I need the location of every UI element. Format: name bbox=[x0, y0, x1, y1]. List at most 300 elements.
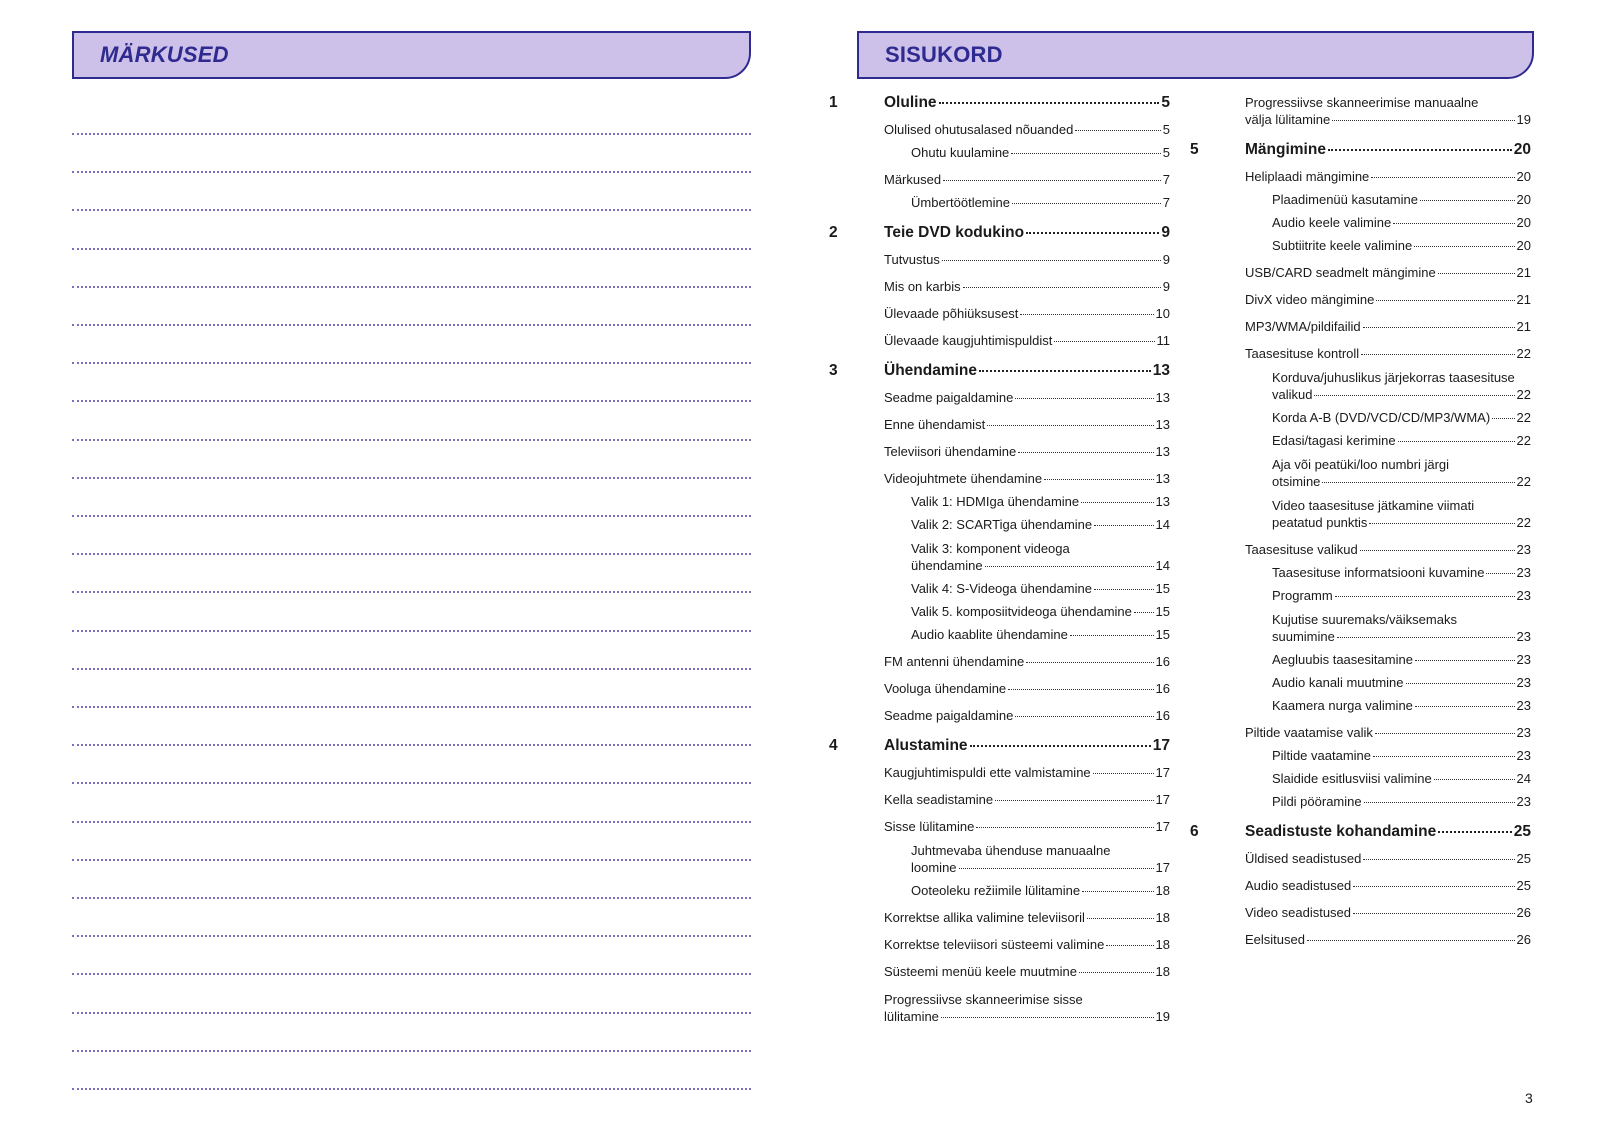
toc-entry[interactable] bbox=[911, 842, 1170, 876]
toc-entry[interactable] bbox=[1245, 851, 1531, 867]
entry-title: välja lülitamine bbox=[1245, 112, 1331, 127]
entry-title: Ülevaade kaugjuhtimispuldist bbox=[884, 333, 1053, 348]
entry-title: Videojuhtmete ühendamine bbox=[884, 471, 1043, 486]
dot-leader bbox=[1134, 612, 1154, 613]
toc-entry[interactable] bbox=[1272, 456, 1531, 490]
entry-page: 13 bbox=[1155, 390, 1170, 405]
entry-page: 26 bbox=[1516, 905, 1531, 920]
toc-entry[interactable] bbox=[1245, 292, 1531, 308]
toc-chapter[interactable] bbox=[829, 94, 1170, 114]
entry-page: 18 bbox=[1155, 883, 1170, 898]
entry-title: otsimine bbox=[1272, 474, 1321, 489]
dot-leader bbox=[1020, 314, 1153, 315]
toc-entry[interactable] bbox=[884, 681, 1170, 697]
toc-entry[interactable] bbox=[1245, 932, 1531, 948]
entry-page: 18 bbox=[1155, 910, 1170, 925]
dot-leader bbox=[1363, 327, 1515, 328]
entry-page: 20 bbox=[1516, 192, 1531, 207]
toc-entry[interactable] bbox=[884, 444, 1170, 460]
note-line bbox=[72, 782, 751, 784]
chapter-number: 3 bbox=[829, 362, 838, 379]
dot-leader bbox=[1307, 940, 1515, 941]
toc-entry[interactable] bbox=[1245, 169, 1531, 185]
entry-title: peatatud punktis bbox=[1272, 515, 1368, 530]
toc-entry[interactable] bbox=[1272, 748, 1531, 764]
toc-chapter[interactable] bbox=[829, 362, 1170, 382]
entry-title: loomine bbox=[911, 860, 957, 875]
toc-entry[interactable] bbox=[1272, 192, 1531, 208]
toc-entry[interactable] bbox=[884, 937, 1170, 953]
entry-page: 15 bbox=[1155, 627, 1170, 642]
entry-title: Televiisori ühendamine bbox=[884, 444, 1017, 459]
dot-leader bbox=[1434, 779, 1515, 780]
toc-entry[interactable] bbox=[1272, 675, 1531, 691]
entry-title: Vooluga ühendamine bbox=[884, 681, 1007, 696]
dot-leader bbox=[943, 180, 1161, 181]
notes-title: MÄRKUSED bbox=[100, 42, 229, 67]
toc-entry[interactable] bbox=[884, 306, 1170, 322]
toc-entry[interactable] bbox=[884, 390, 1170, 406]
entry-page: 20 bbox=[1516, 169, 1531, 184]
entry-page: 23 bbox=[1516, 698, 1531, 713]
chapter-title: Teie DVD kodukino bbox=[884, 224, 1025, 241]
note-line bbox=[72, 821, 751, 823]
entry-page: 14 bbox=[1155, 517, 1170, 532]
note-line bbox=[72, 553, 751, 555]
toc-entry[interactable] bbox=[1272, 238, 1531, 254]
entry-page: 23 bbox=[1516, 652, 1531, 667]
toc-entry[interactable] bbox=[911, 517, 1170, 533]
dot-leader bbox=[1376, 300, 1514, 301]
dot-leader bbox=[1008, 689, 1153, 690]
toc-entry[interactable] bbox=[911, 627, 1170, 643]
entry-page: 21 bbox=[1516, 265, 1531, 280]
chapter-number: 6 bbox=[1190, 823, 1199, 840]
chapter-title: Seadistuste kohandamine bbox=[1245, 823, 1437, 840]
entry-page: 19 bbox=[1155, 1009, 1170, 1024]
chapter-page: 20 bbox=[1513, 141, 1531, 158]
entry-page: 10 bbox=[1155, 306, 1170, 321]
entry-title: Tutvustus bbox=[884, 252, 940, 267]
dot-leader bbox=[1361, 354, 1514, 355]
dot-leader bbox=[1054, 341, 1154, 342]
dot-leader bbox=[987, 425, 1153, 426]
entry-title: Korrektse televiisori süsteemi valimine bbox=[884, 937, 1105, 952]
toc-chapter[interactable] bbox=[1190, 141, 1531, 161]
entry-page: 22 bbox=[1516, 387, 1531, 402]
toc-entry[interactable] bbox=[884, 964, 1170, 980]
note-line bbox=[72, 706, 751, 708]
dot-leader bbox=[1087, 918, 1154, 919]
chapter-page: 25 bbox=[1513, 823, 1531, 840]
entry-page: 17 bbox=[1155, 765, 1170, 780]
entry-page: 22 bbox=[1516, 515, 1531, 530]
toc-entry[interactable] bbox=[911, 145, 1170, 161]
dot-leader bbox=[1486, 573, 1514, 574]
note-line bbox=[72, 897, 751, 899]
toc-entry[interactable] bbox=[911, 581, 1170, 597]
entry-title-line1: Progressiivse skanneerimise manuaalne bbox=[1245, 95, 1479, 110]
entry-page: 25 bbox=[1516, 851, 1531, 866]
dot-leader bbox=[1353, 913, 1515, 914]
entry-title: Seadme paigaldamine bbox=[884, 390, 1014, 405]
entry-title: Kaamera nurga valimine bbox=[1272, 698, 1413, 713]
toc-entry[interactable] bbox=[1272, 410, 1531, 426]
note-line bbox=[72, 439, 751, 441]
toc-entry[interactable] bbox=[884, 819, 1170, 835]
entry-title: Valik 5. komposiitvideoga ühendamine bbox=[911, 604, 1132, 619]
note-line bbox=[72, 591, 751, 593]
dot-leader bbox=[970, 745, 1151, 747]
toc-entry[interactable] bbox=[884, 279, 1170, 295]
entry-title: Ümbertöötlemine bbox=[911, 195, 1010, 210]
chapter-number: 4 bbox=[829, 737, 838, 754]
entry-page: 15 bbox=[1155, 581, 1170, 596]
chapter-page: 17 bbox=[1152, 737, 1170, 754]
note-line bbox=[72, 1088, 751, 1090]
dot-leader bbox=[959, 868, 1154, 869]
entry-page: 5 bbox=[1162, 122, 1170, 137]
toc-entry[interactable] bbox=[884, 471, 1170, 487]
chapter-title: Alustamine bbox=[884, 737, 968, 754]
dot-leader bbox=[963, 287, 1161, 288]
entry-title-line1: Kujutise suuremaks/väiksemaks bbox=[1272, 612, 1457, 627]
entry-title: Audio seadistused bbox=[1245, 878, 1352, 893]
note-line bbox=[72, 362, 751, 364]
entry-title: FM antenni ühendamine bbox=[884, 654, 1025, 669]
chapter-page: 13 bbox=[1152, 362, 1170, 379]
dot-leader bbox=[1082, 891, 1153, 892]
toc-entry[interactable] bbox=[884, 910, 1170, 926]
entry-title: Plaadimenüü kasutamine bbox=[1272, 192, 1418, 207]
dot-leader bbox=[1363, 859, 1514, 860]
entry-page: 13 bbox=[1155, 471, 1170, 486]
toc-entry[interactable] bbox=[884, 122, 1170, 138]
dot-leader bbox=[1420, 200, 1515, 201]
entry-title: Piltide vaatamine bbox=[1272, 748, 1371, 763]
chapter-number: 1 bbox=[829, 94, 838, 111]
entry-page: 21 bbox=[1516, 292, 1531, 307]
dot-leader bbox=[1011, 153, 1160, 154]
entry-title-line1: Aja või peatüki/loo numbri järgi bbox=[1272, 457, 1450, 472]
toc-entry[interactable] bbox=[1272, 771, 1531, 787]
entry-page: 26 bbox=[1516, 932, 1531, 947]
entry-title: Mis on karbis bbox=[884, 279, 961, 294]
note-line bbox=[72, 515, 751, 517]
entry-title-line1: Juhtmevaba ühenduse manuaalne bbox=[911, 843, 1111, 858]
toc-entry[interactable] bbox=[884, 172, 1170, 188]
entry-title: Ohutu kuulamine bbox=[911, 145, 1010, 160]
toc-entry[interactable] bbox=[884, 654, 1170, 670]
entry-page: 22 bbox=[1516, 474, 1531, 489]
entry-title: Korda A-B (DVD/VCD/CD/MP3/WMA) bbox=[1272, 410, 1491, 425]
dot-leader bbox=[1079, 972, 1154, 973]
entry-title: Kella seadistamine bbox=[884, 792, 994, 807]
toc-banner bbox=[857, 31, 1534, 79]
entry-title: Eelsitused bbox=[1245, 932, 1305, 947]
entry-page: 20 bbox=[1516, 215, 1531, 230]
toc-entry[interactable] bbox=[1245, 878, 1531, 894]
entry-title: Aegluubis taasesitamine bbox=[1272, 652, 1413, 667]
entry-title: Taasesituse valikud bbox=[1245, 542, 1358, 557]
dot-leader bbox=[1373, 756, 1515, 757]
note-line bbox=[72, 973, 751, 975]
entry-page: 17 bbox=[1155, 819, 1170, 834]
toc-entry[interactable] bbox=[1272, 698, 1531, 714]
toc-entry[interactable] bbox=[1272, 497, 1531, 531]
dot-leader bbox=[1012, 203, 1161, 204]
toc-entry[interactable] bbox=[884, 333, 1170, 349]
note-line bbox=[72, 248, 751, 250]
entry-page: 22 bbox=[1516, 346, 1531, 361]
chapter-page: 9 bbox=[1161, 224, 1170, 241]
toc-column-1 bbox=[829, 94, 1170, 1025]
dot-leader bbox=[1094, 589, 1154, 590]
entry-title: Audio kaablite ühendamine bbox=[911, 627, 1068, 642]
entry-title: Slaidide esitlusviisi valimine bbox=[1272, 771, 1432, 786]
entry-title: MP3/WMA/pildifailid bbox=[1245, 319, 1361, 334]
dot-leader bbox=[1398, 441, 1515, 442]
toc-entry[interactable] bbox=[1245, 725, 1531, 741]
chapter-page: 5 bbox=[1161, 94, 1170, 111]
dot-leader bbox=[1369, 523, 1514, 524]
dot-leader bbox=[1093, 773, 1154, 774]
dot-leader bbox=[1393, 223, 1514, 224]
entry-page: 20 bbox=[1516, 238, 1531, 253]
notes-banner bbox=[72, 31, 751, 79]
toc-entry[interactable] bbox=[911, 540, 1170, 574]
toc-chapter[interactable] bbox=[1190, 823, 1531, 843]
dot-leader bbox=[939, 102, 1160, 104]
dot-leader bbox=[1360, 550, 1515, 551]
entry-title: Valik 2: SCARTiga ühendamine bbox=[911, 517, 1093, 532]
dot-leader bbox=[1335, 596, 1515, 597]
entry-title: valikud bbox=[1272, 387, 1313, 402]
entry-title: Seadme paigaldamine bbox=[884, 708, 1014, 723]
entry-title: Olulised ohutusalased nõuanded bbox=[884, 122, 1074, 137]
dot-leader bbox=[979, 370, 1151, 372]
entry-title-line1: Video taasesituse jätkamine viimati bbox=[1272, 498, 1475, 513]
toc-entry[interactable] bbox=[884, 991, 1170, 1025]
dot-leader bbox=[1353, 886, 1514, 887]
page-number: 3 bbox=[1525, 1090, 1533, 1106]
toc-entry[interactable] bbox=[1272, 588, 1531, 604]
toc-chapter[interactable] bbox=[829, 737, 1170, 757]
entry-page: 24 bbox=[1516, 771, 1531, 786]
toc-entry[interactable] bbox=[1272, 369, 1531, 403]
entry-page: 22 bbox=[1516, 433, 1531, 448]
dot-leader bbox=[1438, 831, 1512, 833]
entry-title: Video seadistused bbox=[1245, 905, 1352, 920]
entry-page: 21 bbox=[1516, 319, 1531, 334]
entry-title: DivX video mängimine bbox=[1245, 292, 1375, 307]
note-line bbox=[72, 400, 751, 402]
entry-title: suumimine bbox=[1272, 629, 1335, 644]
toc-entry[interactable] bbox=[1245, 319, 1531, 335]
chapter-title: Oluline bbox=[884, 94, 937, 111]
note-line bbox=[72, 477, 751, 479]
entry-page: 19 bbox=[1516, 112, 1531, 127]
entry-title: Ooteoleku režiimile lülitamine bbox=[911, 883, 1081, 898]
entry-title: Kaugjuhtimispuldi ette valmistamine bbox=[884, 765, 1091, 780]
dot-leader bbox=[1015, 716, 1153, 717]
dot-leader bbox=[985, 566, 1154, 567]
note-line bbox=[72, 668, 751, 670]
toc-entry[interactable] bbox=[884, 765, 1170, 781]
toc-entry[interactable] bbox=[884, 252, 1170, 268]
dot-leader bbox=[1364, 802, 1515, 803]
entry-page: 17 bbox=[1155, 792, 1170, 807]
toc-entry[interactable] bbox=[884, 417, 1170, 433]
entry-title: Subtiitrite keele valimine bbox=[1272, 238, 1413, 253]
toc-chapter[interactable] bbox=[829, 224, 1170, 244]
entry-title: Märkused bbox=[884, 172, 942, 187]
entry-page: 23 bbox=[1516, 565, 1531, 580]
entry-page: 16 bbox=[1155, 708, 1170, 723]
toc-entry[interactable] bbox=[1272, 215, 1531, 231]
entry-title: Sisse lülitamine bbox=[884, 819, 975, 834]
entry-title-line1: Korduva/juhuslikus järjekorras taasesituse bbox=[1272, 370, 1515, 385]
entry-page: 18 bbox=[1155, 964, 1170, 979]
toc-entry[interactable] bbox=[1245, 905, 1531, 921]
entry-page: 14 bbox=[1155, 558, 1170, 573]
chapter-number: 5 bbox=[1190, 141, 1199, 158]
entry-title: Programm bbox=[1272, 588, 1333, 603]
dot-leader bbox=[1070, 635, 1154, 636]
toc-entry[interactable] bbox=[1272, 652, 1531, 668]
dot-leader bbox=[942, 260, 1161, 261]
entry-page: 17 bbox=[1155, 860, 1170, 875]
entry-page: 23 bbox=[1516, 725, 1531, 740]
toc-entry[interactable] bbox=[1272, 611, 1531, 645]
dot-leader bbox=[1414, 246, 1514, 247]
dot-leader bbox=[1081, 502, 1153, 503]
entry-title: lülitamine bbox=[884, 1009, 939, 1024]
entry-title: Heliplaadi mängimine bbox=[1245, 169, 1370, 184]
dot-leader bbox=[1018, 452, 1153, 453]
note-line bbox=[72, 1012, 751, 1014]
dot-leader bbox=[1375, 733, 1515, 734]
toc-entry[interactable] bbox=[1245, 542, 1531, 558]
dot-leader bbox=[1492, 418, 1514, 419]
note-line bbox=[72, 324, 751, 326]
entry-page: 9 bbox=[1162, 252, 1170, 267]
toc-entry[interactable] bbox=[1245, 346, 1531, 362]
dot-leader bbox=[1371, 177, 1514, 178]
entry-page: 13 bbox=[1155, 494, 1170, 509]
dot-leader bbox=[1337, 637, 1515, 638]
entry-page: 7 bbox=[1162, 195, 1170, 210]
toc-entry[interactable] bbox=[1245, 94, 1531, 128]
entry-page: 23 bbox=[1516, 794, 1531, 809]
toc-column-2 bbox=[1190, 94, 1531, 948]
entry-title: Taasesituse kontroll bbox=[1245, 346, 1360, 361]
dot-leader bbox=[1314, 395, 1514, 396]
dot-leader bbox=[1015, 398, 1153, 399]
entry-title: Ülevaade põhiüksusest bbox=[884, 306, 1019, 321]
entry-page: 23 bbox=[1516, 588, 1531, 603]
entry-page: 23 bbox=[1516, 748, 1531, 763]
dot-leader bbox=[1106, 945, 1153, 946]
entry-page: 23 bbox=[1516, 675, 1531, 690]
toc-title: SISUKORD bbox=[885, 42, 1003, 67]
entry-title-line1: Progressiivse skanneerimise sisse bbox=[884, 992, 1083, 1007]
entry-page: 22 bbox=[1516, 410, 1531, 425]
note-line bbox=[72, 1050, 751, 1052]
toc-entry[interactable] bbox=[884, 792, 1170, 808]
toc-entry[interactable] bbox=[911, 494, 1170, 510]
note-line bbox=[72, 286, 751, 288]
note-line bbox=[72, 859, 751, 861]
entry-title: Süsteemi menüü keele muutmine bbox=[884, 964, 1077, 979]
note-line bbox=[72, 744, 751, 746]
note-line bbox=[72, 935, 751, 937]
entry-page: 16 bbox=[1155, 681, 1170, 696]
dot-leader bbox=[1332, 120, 1514, 121]
toc-entry[interactable] bbox=[1272, 794, 1531, 810]
toc-entry[interactable] bbox=[1272, 433, 1531, 449]
entry-title: Audio kanali muutmine bbox=[1272, 675, 1404, 690]
entry-page: 18 bbox=[1155, 937, 1170, 952]
dot-leader bbox=[1322, 482, 1514, 483]
entry-page: 25 bbox=[1516, 878, 1531, 893]
entry-title: Korrektse allika valimine televiisoril bbox=[884, 910, 1085, 925]
entry-page: 5 bbox=[1162, 145, 1170, 160]
entry-page: 16 bbox=[1155, 654, 1170, 669]
chapter-number: 2 bbox=[829, 224, 838, 241]
entry-title: Enne ühendamist bbox=[884, 417, 986, 432]
note-line bbox=[72, 133, 751, 135]
dot-leader bbox=[976, 827, 1153, 828]
toc-entry[interactable] bbox=[1272, 565, 1531, 581]
entry-page: 23 bbox=[1516, 542, 1531, 557]
dot-leader bbox=[1415, 706, 1515, 707]
entry-title: Valik 4: S-Videoga ühendamine bbox=[911, 581, 1092, 596]
entry-page: 13 bbox=[1155, 444, 1170, 459]
chapter-title: Mängimine bbox=[1245, 141, 1326, 158]
dot-leader bbox=[995, 800, 1153, 801]
dot-leader bbox=[941, 1017, 1154, 1018]
dot-leader bbox=[1328, 149, 1512, 151]
entry-title: Taasesituse informatsiooni kuvamine bbox=[1272, 565, 1485, 580]
entry-page: 7 bbox=[1162, 172, 1170, 187]
dot-leader bbox=[1044, 479, 1153, 480]
dot-leader bbox=[1075, 130, 1160, 131]
entry-page: 11 bbox=[1156, 333, 1170, 348]
entry-page: 23 bbox=[1516, 629, 1531, 644]
entry-title: Piltide vaatamise valik bbox=[1245, 725, 1373, 740]
note-line bbox=[72, 630, 751, 632]
entry-title: Valik 1: HDMIga ühendamine bbox=[911, 494, 1080, 509]
toc-entry[interactable] bbox=[911, 195, 1170, 211]
entry-title: Audio keele valimine bbox=[1272, 215, 1392, 230]
toc-entry[interactable] bbox=[911, 883, 1170, 899]
dot-leader bbox=[1026, 232, 1159, 234]
dot-leader bbox=[1438, 273, 1515, 274]
dot-leader bbox=[1406, 683, 1515, 684]
entry-page: 9 bbox=[1162, 279, 1170, 294]
entry-title: Pildi pööramine bbox=[1272, 794, 1362, 809]
toc-entry[interactable] bbox=[911, 604, 1170, 620]
chapter-title: Ühendamine bbox=[884, 362, 978, 379]
note-line bbox=[72, 171, 751, 173]
toc-entry[interactable] bbox=[884, 708, 1170, 724]
toc-entry[interactable] bbox=[1245, 265, 1531, 281]
entry-title: Edasi/tagasi kerimine bbox=[1272, 433, 1396, 448]
entry-page: 15 bbox=[1155, 604, 1170, 619]
note-line bbox=[72, 209, 751, 211]
entry-title-line1: Valik 3: komponent videoga bbox=[911, 541, 1070, 556]
